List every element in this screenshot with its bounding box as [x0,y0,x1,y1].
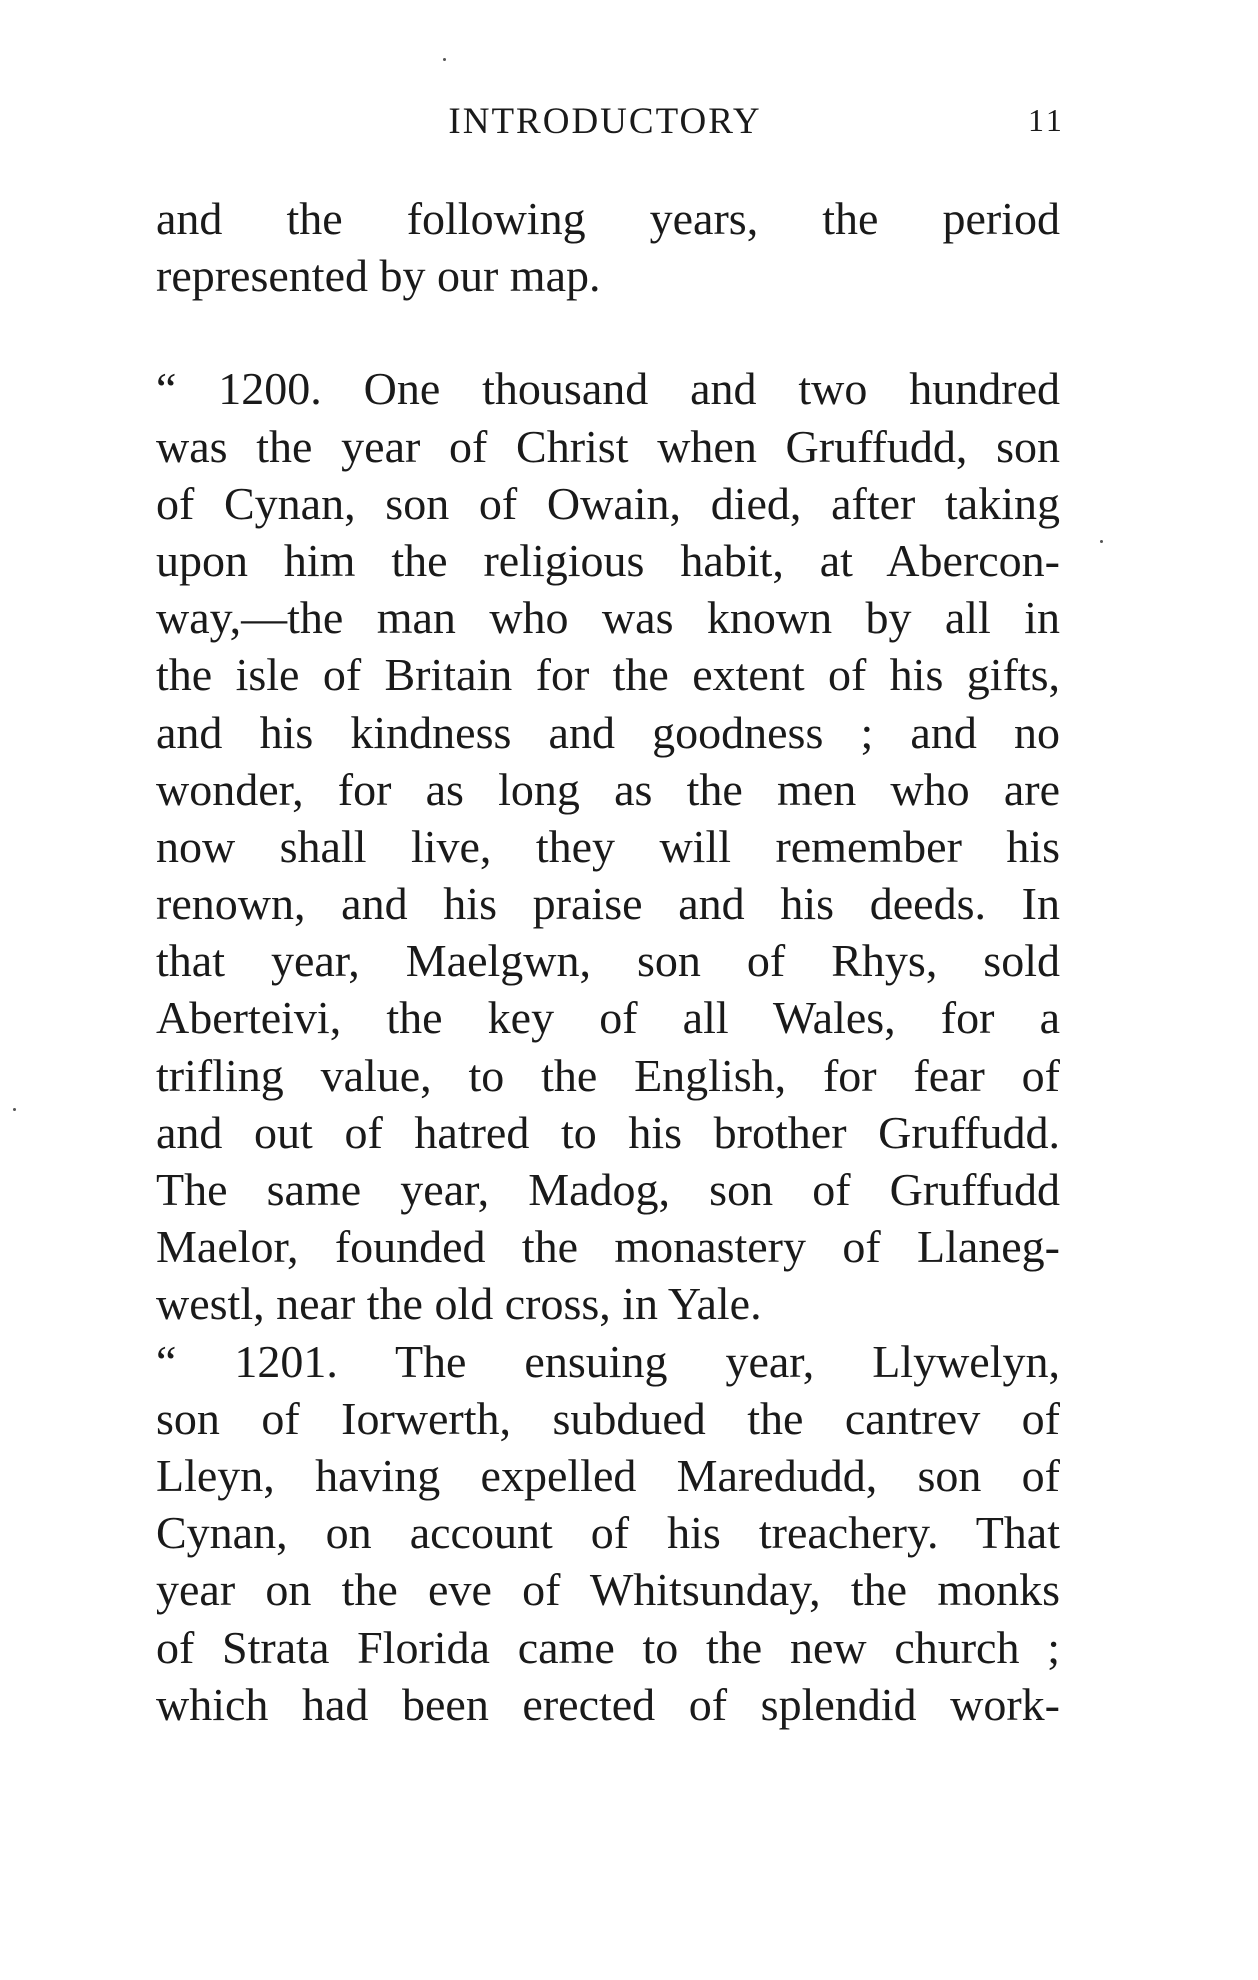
text-line: Aberteivi, the key of all Wales, for a [156,992,1060,1044]
text-line: westl, near the old cross, in Yale. [156,1278,762,1330]
text-line: represented by our map. [156,250,601,302]
text-line: of Strata Florida came to the new church ; [156,1621,1060,1673]
text-line: which had been erected of splendid work- [156,1678,1060,1730]
text-line: Cynan, on account of his treachery. That [156,1507,1060,1559]
text-line: “ 1200. One thousand and two hundred [156,363,1060,415]
page-number: 11 [1028,102,1065,138]
text-line: now shall live, they will remember his [156,820,1060,872]
running-title: INTRODUCTORY [448,101,762,142]
text-line: “ 1201. The ensuing year, Llywelyn, [156,1335,1060,1387]
text-line: Lleyn, having expelled Maredudd, son of [156,1449,1060,1501]
body-text [156,190,1060,1733]
text-line: and out of hatred to his brother Gruffudd. [156,1106,1060,1158]
print-speck [1100,540,1103,543]
text-line: way,—the man who was known by all in [156,592,1060,644]
text-line: year on the eve of Whitsunday, the monks [156,1564,1060,1616]
text-line: upon him the religious habit, at Abercon- [156,534,1060,586]
paragraph-1200 [156,360,1060,1332]
paragraph-continuation [156,190,1060,304]
text-line: and the following years, the period [156,193,1060,244]
text-line: and his kindness and goodness ; and no [156,706,1060,758]
text-line: the isle of Britain for the extent of his gifts, [156,649,1060,701]
paragraph-gap [156,304,1060,360]
text-line: that year, Maelgwn, son of Rhys, sold [156,935,1060,987]
text-line: trifling value, to the English, for fear of [156,1049,1060,1101]
text-line: Maelor, founded the monastery of Llaneg- [156,1221,1060,1273]
print-speck [13,1108,16,1111]
text-line: son of Iorwerth, subdued the cantrev of [156,1392,1060,1444]
text-line: wonder, for as long as the men who are [156,763,1060,815]
running-head [0,100,1258,150]
text-line: renown, and his praise and his deeds. In [156,878,1060,930]
paragraph-1201 [156,1333,1060,1733]
text-line: The same year, Madog, son of Gruffudd [156,1164,1060,1215]
text-line: was the year of Christ when Gruffudd, son [156,420,1060,472]
text-line: of Cynan, son of Owain, died, after taking [156,477,1060,529]
print-speck [443,58,446,61]
